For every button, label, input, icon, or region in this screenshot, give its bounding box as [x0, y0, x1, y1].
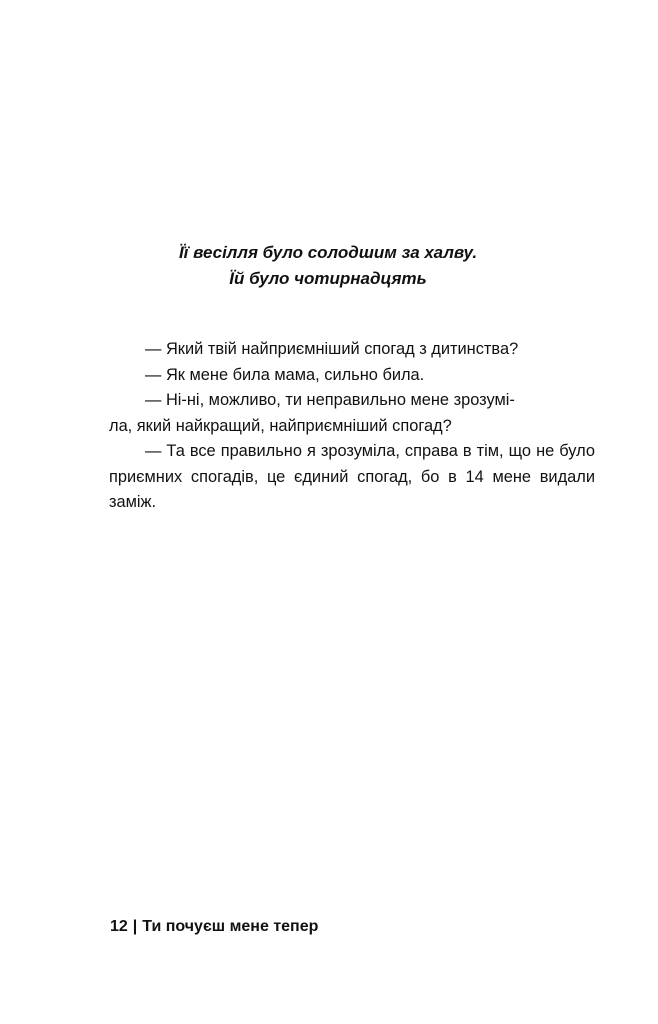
dialogue-paragraph-4: — Та все правильно я зрозуміла, справа в тім, що не було приємних спогадів, це єдиний спогад, бо в 14 мене видали заміж.	[109, 442, 595, 511]
epigraph	[110, 240, 546, 292]
footer-separator: |	[132, 918, 138, 935]
epigraph-line-2: Їй було чотирнадцять	[229, 269, 427, 288]
page-footer	[110, 916, 318, 938]
book-title: Ти почуєш мене тепер	[142, 918, 319, 935]
dialogue-paragraph-2: — Як мене била мама, сильно била.	[145, 365, 425, 384]
page-number: 12	[110, 918, 128, 935]
dialogue-paragraph-1: — Який твій найприємніший спогад з дитинства?	[145, 340, 519, 358]
dialogue-text	[109, 337, 595, 516]
dialogue-paragraph-3: — Ні-ні, можливо, ти неправильно мене зрозумі- ла, який найкращий, найприємніший спогад?	[109, 391, 515, 435]
epigraph-line-1: Її весілля було солодшим за халву.	[178, 243, 478, 262]
